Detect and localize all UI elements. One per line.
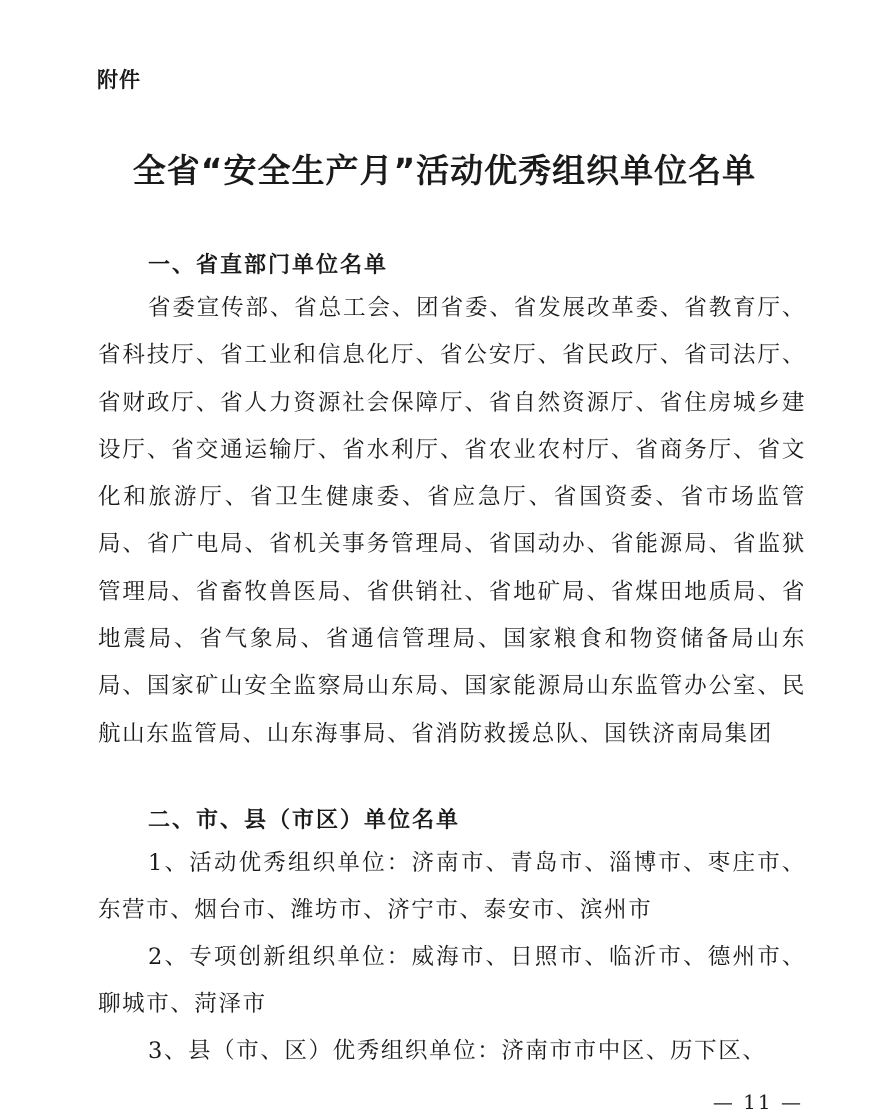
- section-2-item-2: 2、专项创新组织单位：威海市、日照市、临沂市、德州市、聊城市、菏泽市: [98, 944, 806, 1018]
- section-2-item-1: 1、活动优秀组织单位：济南市、青岛市、淄博市、枣庄市、东营市、烟台市、潍坊市、济宁市、泰安市、滨州市: [98, 850, 806, 924]
- page-number: — 11 —: [712, 1090, 803, 1114]
- attachment-label: 附件: [97, 68, 141, 92]
- section-1-body: 省委宣传部、省总工会、团省委、省发展改革委、省教育厅、省科技厅、省工业和信息化厅、省公安厅、省民政厅、省司法厅、省财政厅、省人力资源社会保障厅、省自然资源厅、省住房城乡建设厅、省交通运输厅、省水利厅、省农业农村厅、省商务厅、省文化和旅游厅、省卫生健康委、省应急厅、省国资委、省市场监管局、省广电局、省机关事务管理局、省国动办、省能源局、省监狱管理局、省畜牧兽医局、省供销社、省地矿局、省煤田地质局、省地震局、省气象局、省通信管理局、国家粮食和物资储备局山东局、国家矿山安全监察局山东局、国家能源局山东监管办公室、民航山东监管局、山东海事局、省消防救援总队、国铁济南局集团: [98, 295, 806, 747]
- document-title: 全省“安全生产月”活动优秀组织单位名单: [132, 151, 757, 190]
- section-1-heading: 一、省直部门单位名单: [148, 253, 389, 278]
- section-2-item-3: 3、县（市、区）优秀组织单位：济南市市中区、历下区、: [148, 1038, 767, 1064]
- section-2-heading: 二、市、县（市区）单位名单: [148, 808, 461, 833]
